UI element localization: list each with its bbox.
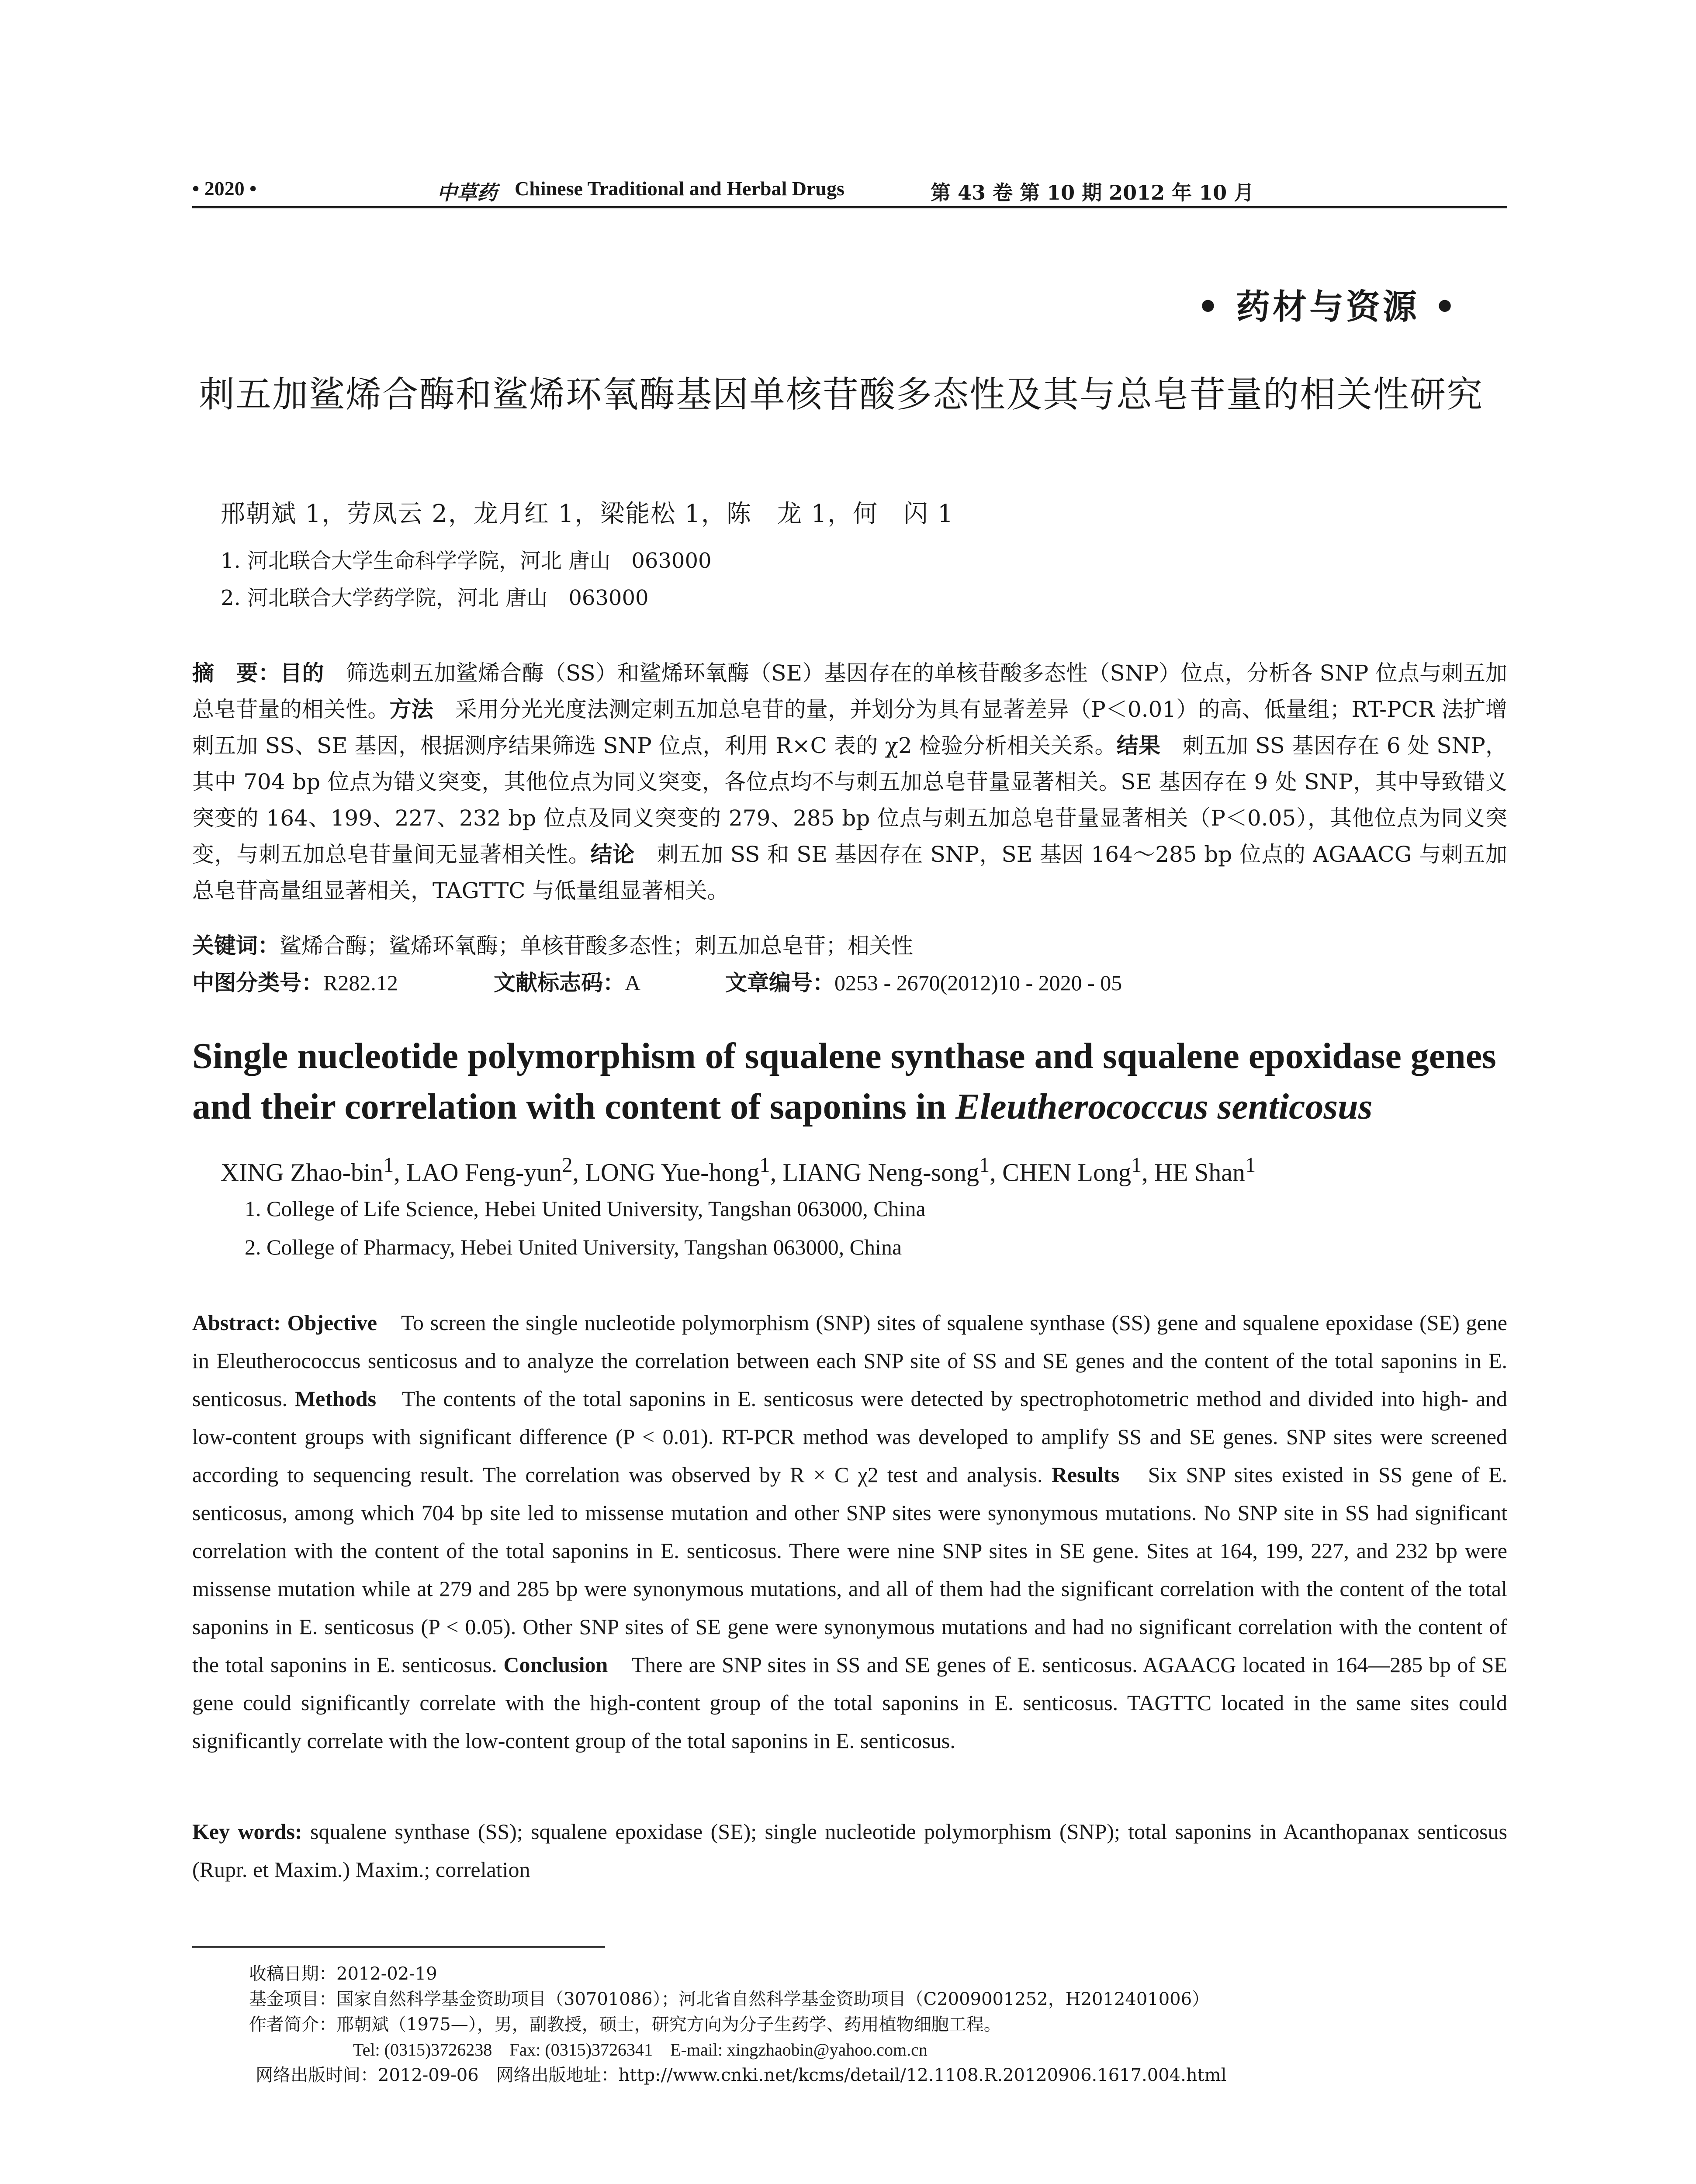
article-number-label: 文章编号： (725, 970, 834, 995)
journal-name-cn: 中草药 (437, 181, 497, 204)
classification-meta (192, 965, 1507, 997)
author-en: XING Zhao-bin (221, 1158, 384, 1187)
author-en: LIANG Neng-song (782, 1158, 979, 1187)
keywords-cn (192, 928, 913, 960)
author-en: LONG Yue-hong (585, 1158, 760, 1187)
author-en-sup: 1 (383, 1154, 394, 1177)
abstract-en (192, 1304, 1507, 1760)
author-en-sup: 1 (759, 1154, 770, 1177)
title-en-species: Eleutherococcus senticosus (955, 1086, 1373, 1127)
results-cn: 刺五加 SS 基因存在 6 处 SNP，其中 704 bp 位点为错义突变，其他位点为同义突变，各位点均不与刺五加总皂苷量显著相关。SE 基因存在 9 处 SNP，其中导致错义突变的 164、199、227、232 bp 位点及同义突变的 279、285 bp 位点与刺五加总皂苷量显著相关（P＜0.05），其他位点为同义突变，与刺五加总皂苷量间无显著相关性。 (192, 733, 1507, 867)
keywords-cn-text: 鲨烯合酶；鲨烯环氧酶；单核苷酸多态性；刺五加总皂苷；相关性 (280, 933, 913, 958)
authors-en: XING Zhao-bin$^1$, LAO Feng-yun$^2$, LONG Yue-hong$^1$, LIANG Neng-song$^1$, CHEN Long$^1$, HE Shan$^1$ (221, 1154, 1256, 1187)
footnote-online: 网络出版时间：2012-09-06 网络出版地址：http://www.cnki.net/kcms/detail/12.1108.R.20120906.1617.004.html (256, 2065, 1227, 2085)
author-en: LAO Feng-yun (406, 1158, 562, 1187)
section-tag: • 药材与资源 • (1197, 287, 1459, 327)
title-en-main: Single nucleotide polymorphism of squalene synthase and squalene epoxidase genes and their correlation with content of saponins in (192, 1036, 1496, 1127)
keywords-en-label: Key words: (192, 1819, 302, 1844)
objective-label-cn: 目的 (280, 660, 324, 686)
footnote-received: 收稿日期：2012-02-19 (249, 1964, 437, 1984)
results-label-en: Results (1051, 1462, 1120, 1487)
results-en: Six SNP sites existed in SS gene of E. senticosus, among which 704 bp site led to missense mutation and other SNP sites were synonymous mutations. No SNP site in SS had significant correlation with the content of the total saponins in E. senticosus. There were nine SNP sites in SE gene. Sites at 164, 199, 227, and 232 bp were missense mutation while at 279 and 285 bp were synonymous mutations, and all of them had the significant correlation with the content of the total saponins in E. senticosus (P < 0.05). Other SNP sites of SE gene were synonymous mutations and had no significant correlation with the content of the total saponins in E. senticosus. (192, 1462, 1507, 1677)
conclusion-label-en: Conclusion (503, 1652, 608, 1677)
affiliation-cn-1: 1. 河北联合大学生命科学学院，河北 唐山 063000 (221, 549, 712, 573)
affiliation-en-2: 2. College of Pharmacy, Hebei United University, Tangshan 063000, China (245, 1235, 902, 1259)
affiliation-en-1: 1. College of Life Science, Hebei United University, Tangshan 063000, China (245, 1196, 926, 1221)
abstract-cn-label: 摘 要： (192, 660, 280, 686)
article-number-value: 0253 - 2670(2012)10 - 2020 - 05 (834, 971, 1122, 995)
conclusion-en: There are SNP sites in SS and SE genes of E. senticosus. AGAACG located in 164—285 bp of SE gene could significantly correlate with the high-content group of the total saponins in E. senticosus. TAGTTC located in the same sites could significantly correlate with the low-content group of the total saponins in E. senticosus. (192, 1652, 1508, 1753)
objective-en: To screen the single nucleotide polymorphism (SNP) sites of squalene synthase (SS) gene and squalene epoxidase (SE) gene in Eleutherococcus senticosus and to analyze the correlation between each SNP site of SS and SE genes and the content of the total saponins in E. senticosus. (192, 1310, 1507, 1411)
page-number: • 2020 • (192, 177, 257, 200)
author-en-sup: 1 (1245, 1154, 1256, 1177)
author-en: CHEN Long (1002, 1158, 1131, 1187)
abstract-en-label: Abstract: Objective (192, 1310, 377, 1335)
doc-code-value: A (625, 971, 641, 995)
footnote-author: 作者简介：邢朝斌（1975—），男，副教授，硕士，研究方向为分子生药学、药用植物细胞工程。 (249, 2015, 1001, 2035)
title-en (192, 1031, 1520, 1132)
results-label-cn: 结果 (1116, 733, 1161, 758)
methods-label-en: Methods (294, 1386, 377, 1411)
methods-en: The contents of the total saponins in E. senticosus were detected by spectrophotometric method and divided into high- and low-content groups with significant difference (P < 0.01). RT-PCR method was developed to amplify SS and SE genes. SNP sites were screened according to sequencing result. The correlation was observed by R × C χ2 test and analysis. (192, 1386, 1508, 1487)
affiliation-cn-2: 2. 河北联合大学药学院，河北 唐山 063000 (221, 586, 649, 610)
methods-cn: 采用分光光度法测定刺五加总皂苷的量，并划分为具有显著差异（P＜0.01）的高、低量组；RT-PCR 法扩增刺五加 SS、SE 基因，根据测序结果筛选 SNP 位点，利用 R×C 表的 χ2 检验分析相关关系。 (192, 697, 1508, 758)
keywords-en (192, 1813, 1507, 1889)
authors-cn: 邢朝斌 1，劳凤云 2，龙月红 1，梁能松 1，陈 龙 1，何 闪 1 (221, 500, 954, 528)
journal-name-en: Chinese Traditional and Herbal Drugs (515, 177, 845, 200)
clc-label: 中图分类号： (192, 970, 323, 995)
clc-value: R282.12 (323, 971, 398, 995)
objective-cn: 筛选刺五加鲨烯合酶（SS）和鲨烯环氧酶（SE）基因存在的单核苷酸多态性（SNP）位点，分析各 SNP 位点与刺五加总皂苷量的相关性。 (192, 660, 1507, 722)
doc-code-label: 文献标志码： (494, 970, 625, 995)
abstract-cn (192, 655, 1507, 909)
methods-label-cn: 方法 (389, 697, 433, 722)
footnote-rule (192, 1946, 605, 1948)
author-en-sup: 1 (1131, 1154, 1142, 1177)
keywords-cn-label: 关键词： (192, 933, 280, 958)
header-rule (192, 206, 1507, 208)
conclusion-label-cn: 结论 (590, 842, 635, 867)
conclusion-cn: 刺五加 SS 和 SE 基因存在 SNP，SE 基因 164～285 bp 位点的 AGAACG 与刺五加总皂苷高量组显著相关，TAGTTC 与低量组显著相关。 (192, 842, 1508, 903)
footnote-fund: 基金项目：国家自然科学基金资助项目（30701086）；河北省自然科学基金资助项目（C2009001252，H2012401006） (249, 1989, 1210, 2009)
issue-info: 第 43 卷 第 10 期 2012 年 10 月 (931, 181, 1254, 204)
author-en: HE Shan (1154, 1158, 1245, 1187)
keywords-en-text: squalene synthase (SS); squalene epoxidase (SE); single nucleotide polymorphism (SNP); total saponins in Acanthopanax senticosus (Rupr. et Maxim.) Maxim.; correlation (192, 1819, 1507, 1882)
author-en-sup: 2 (562, 1154, 573, 1177)
footnote-contact: Tel: (0315)3726238 Fax: (0315)3726341 E-mail: xingzhaobin@yahoo.com.cn (353, 2040, 928, 2060)
title-cn: 刺五加鲨烯合酶和鲨烯环氧酶基因单核苷酸多态性及其与总皂苷量的相关性研究 (199, 374, 1484, 415)
author-en-sup: 1 (979, 1154, 990, 1177)
